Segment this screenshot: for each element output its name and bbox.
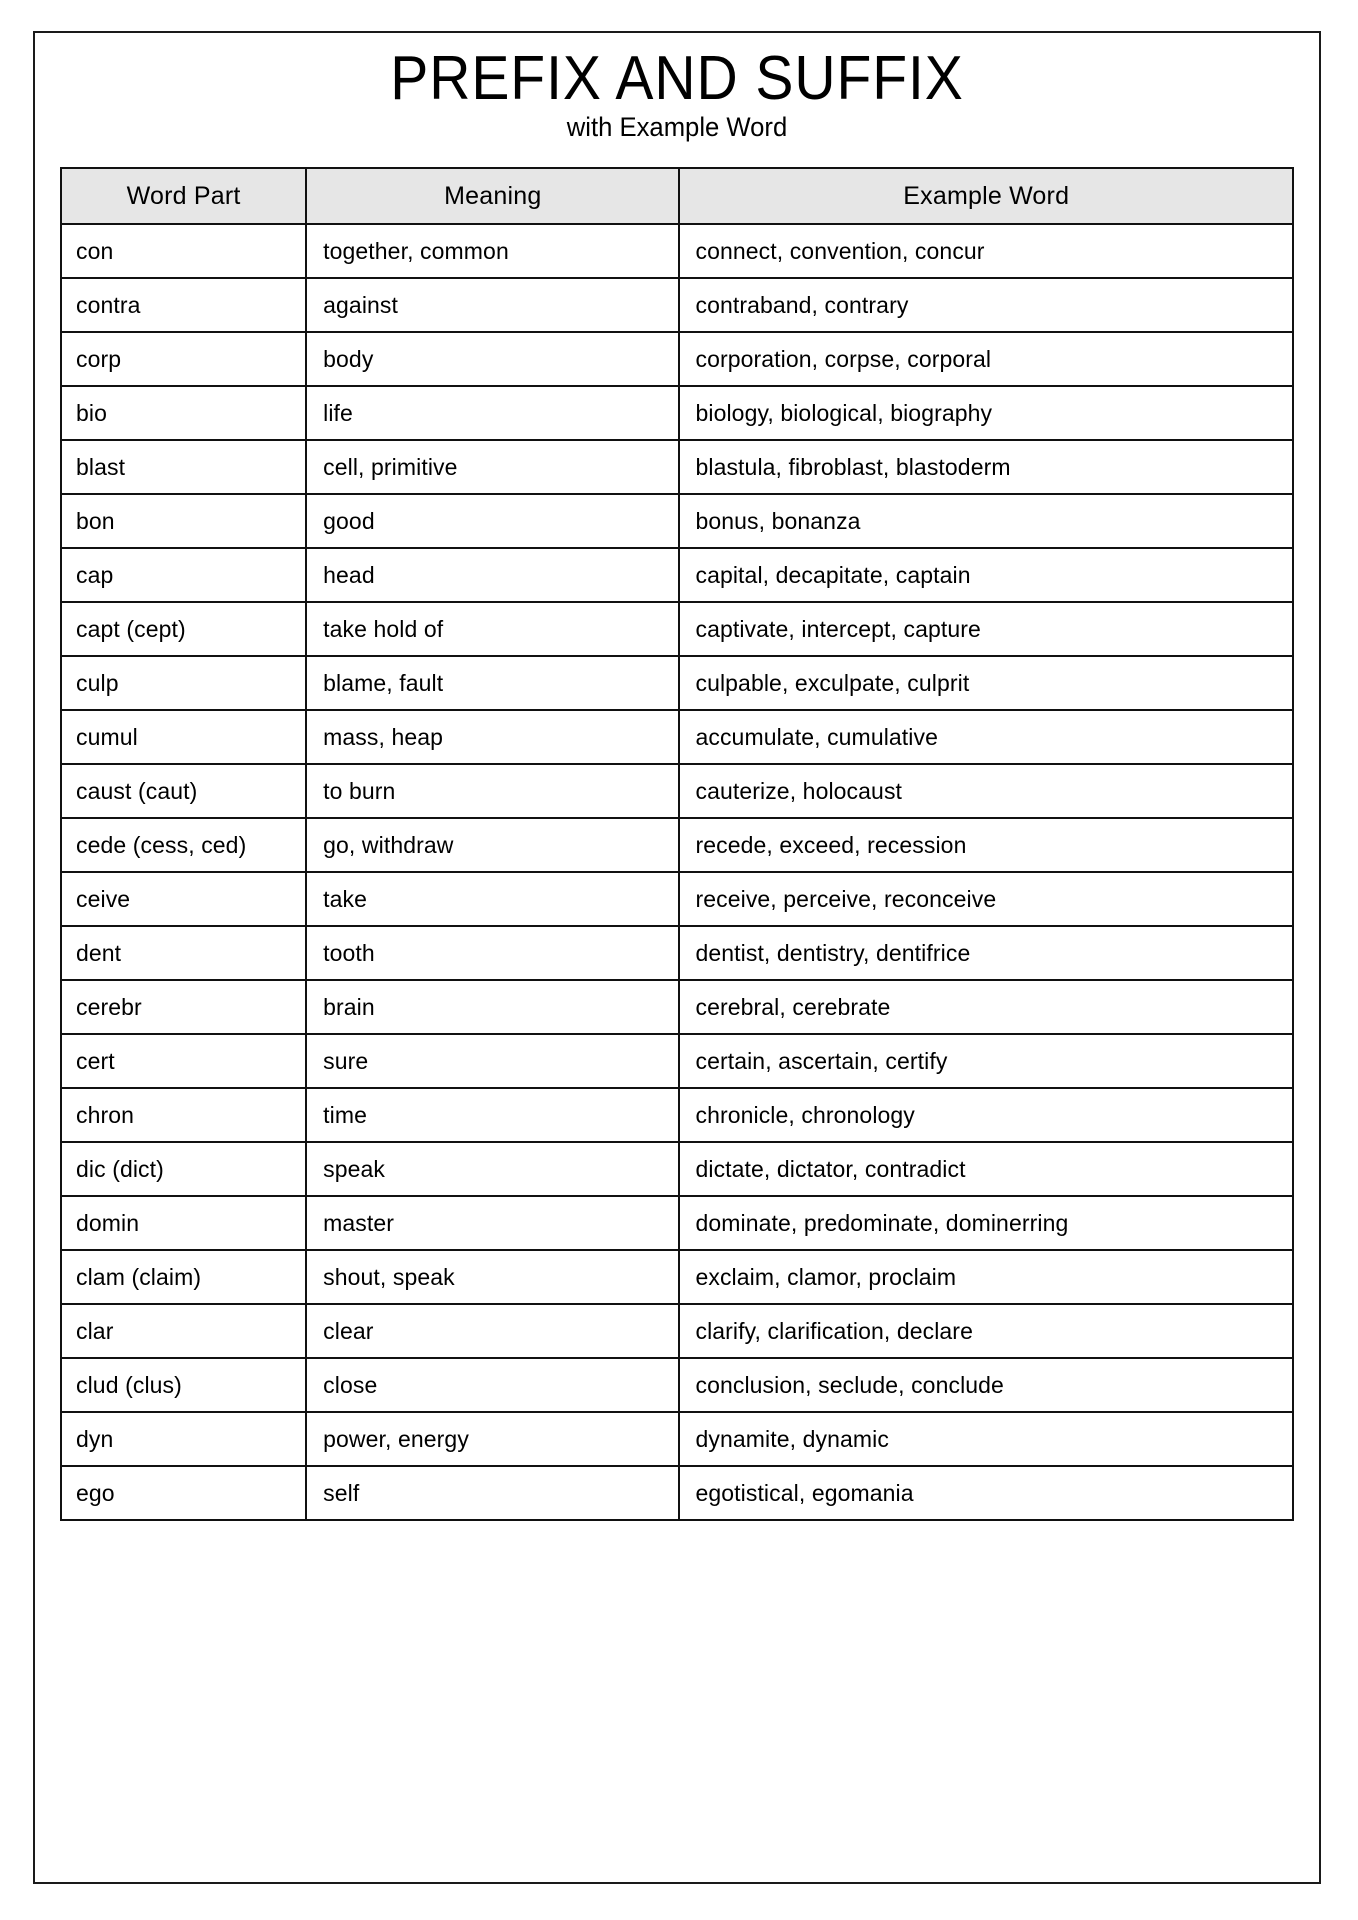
cell-meaning: sure [306, 1034, 679, 1088]
cell-word-part: cerebr [61, 980, 306, 1034]
cell-example-word: receive, perceive, reconceive [679, 872, 1293, 926]
table-row [61, 1466, 1293, 1520]
cell-word-part: ceive [61, 872, 306, 926]
cell-word-part: blast [61, 440, 306, 494]
cell-meaning: to burn [306, 764, 679, 818]
cell-example-word: blastula, fibroblast, blastoderm [679, 440, 1293, 494]
cell-meaning: cell, primitive [306, 440, 679, 494]
cell-example-word: certain, ascertain, certify [679, 1034, 1293, 1088]
cell-example-word: biology, biological, biography [679, 386, 1293, 440]
table-row [61, 1304, 1293, 1358]
cell-example-word: accumulate, cumulative [679, 710, 1293, 764]
cell-word-part: con [61, 224, 306, 278]
table-row [61, 980, 1293, 1034]
cell-meaning: time [306, 1088, 679, 1142]
cell-example-word: egotistical, egomania [679, 1466, 1293, 1520]
cell-example-word: bonus, bonanza [679, 494, 1293, 548]
cell-word-part: cumul [61, 710, 306, 764]
column-header-example-word: Example Word [679, 168, 1293, 224]
cell-meaning: good [306, 494, 679, 548]
page-title: PREFIX AND SUFFIX [390, 44, 964, 113]
table-row [61, 386, 1293, 440]
table-row [61, 1412, 1293, 1466]
column-header-meaning: Meaning [306, 168, 679, 224]
cell-meaning: blame, fault [306, 656, 679, 710]
cell-meaning: mass, heap [306, 710, 679, 764]
cell-example-word: dentist, dentistry, dentifrice [679, 926, 1293, 980]
table-header [61, 168, 1293, 224]
cell-meaning: master [306, 1196, 679, 1250]
table-row [61, 710, 1293, 764]
cell-example-word: cauterize, holocaust [679, 764, 1293, 818]
cell-example-word: connect, convention, concur [679, 224, 1293, 278]
cell-meaning: together, common [306, 224, 679, 278]
worksheet-page [33, 31, 1321, 1884]
cell-example-word: dynamite, dynamic [679, 1412, 1293, 1466]
cell-example-word: chronicle, chronology [679, 1088, 1293, 1142]
table-row [61, 656, 1293, 710]
title-block [35, 33, 1319, 143]
cell-meaning: life [306, 386, 679, 440]
table-body [61, 224, 1293, 1520]
cell-example-word: recede, exceed, recession [679, 818, 1293, 872]
cell-example-word: conclusion, seclude, conclude [679, 1358, 1293, 1412]
cell-word-part: chron [61, 1088, 306, 1142]
table-row [61, 818, 1293, 872]
table-header-row [61, 168, 1293, 224]
table-row [61, 602, 1293, 656]
cell-word-part: clam (claim) [61, 1250, 306, 1304]
cell-meaning: body [306, 332, 679, 386]
cell-meaning: self [306, 1466, 679, 1520]
cell-example-word: capital, decapitate, captain [679, 548, 1293, 602]
table-row [61, 224, 1293, 278]
cell-word-part: cap [61, 548, 306, 602]
cell-example-word: clarify, clarification, declare [679, 1304, 1293, 1358]
table-row [61, 926, 1293, 980]
cell-meaning: close [306, 1358, 679, 1412]
cell-meaning: shout, speak [306, 1250, 679, 1304]
table-row [61, 872, 1293, 926]
table-row [61, 1196, 1293, 1250]
cell-word-part: clud (clus) [61, 1358, 306, 1412]
cell-example-word: exclaim, clamor, proclaim [679, 1250, 1293, 1304]
cell-meaning: clear [306, 1304, 679, 1358]
cell-meaning: take hold of [306, 602, 679, 656]
cell-word-part: contra [61, 278, 306, 332]
table-row [61, 278, 1293, 332]
table-row [61, 1358, 1293, 1412]
cell-word-part: caust (caut) [61, 764, 306, 818]
column-header-word-part: Word Part [61, 168, 306, 224]
cell-example-word: captivate, intercept, capture [679, 602, 1293, 656]
cell-example-word: corporation, corpse, corporal [679, 332, 1293, 386]
table-row [61, 494, 1293, 548]
cell-word-part: ego [61, 1466, 306, 1520]
cell-meaning: tooth [306, 926, 679, 980]
cell-meaning: brain [306, 980, 679, 1034]
cell-word-part: bio [61, 386, 306, 440]
cell-word-part: clar [61, 1304, 306, 1358]
table-row [61, 440, 1293, 494]
cell-meaning: against [306, 278, 679, 332]
cell-meaning: go, withdraw [306, 818, 679, 872]
cell-example-word: culpable, exculpate, culprit [679, 656, 1293, 710]
cell-word-part: corp [61, 332, 306, 386]
cell-example-word: contraband, contrary [679, 278, 1293, 332]
cell-word-part: domin [61, 1196, 306, 1250]
cell-word-part: dyn [61, 1412, 306, 1466]
table-row [61, 548, 1293, 602]
table-row [61, 1250, 1293, 1304]
table-row [61, 1142, 1293, 1196]
cell-meaning: speak [306, 1142, 679, 1196]
word-parts-table [60, 167, 1294, 1521]
cell-word-part: cede (cess, ced) [61, 818, 306, 872]
cell-meaning: head [306, 548, 679, 602]
table-row [61, 1034, 1293, 1088]
cell-meaning: take [306, 872, 679, 926]
cell-word-part: culp [61, 656, 306, 710]
word-parts-table-container [60, 167, 1294, 1521]
table-row [61, 764, 1293, 818]
page-subtitle: with Example Word [566, 112, 788, 143]
cell-example-word: dominate, predominate, dominerring [679, 1196, 1293, 1250]
cell-example-word: cerebral, cerebrate [679, 980, 1293, 1034]
cell-word-part: dent [61, 926, 306, 980]
cell-word-part: cert [61, 1034, 306, 1088]
cell-word-part: bon [61, 494, 306, 548]
cell-word-part: capt (cept) [61, 602, 306, 656]
cell-example-word: dictate, dictator, contradict [679, 1142, 1293, 1196]
table-row [61, 1088, 1293, 1142]
table-row [61, 332, 1293, 386]
cell-meaning: power, energy [306, 1412, 679, 1466]
cell-word-part: dic (dict) [61, 1142, 306, 1196]
